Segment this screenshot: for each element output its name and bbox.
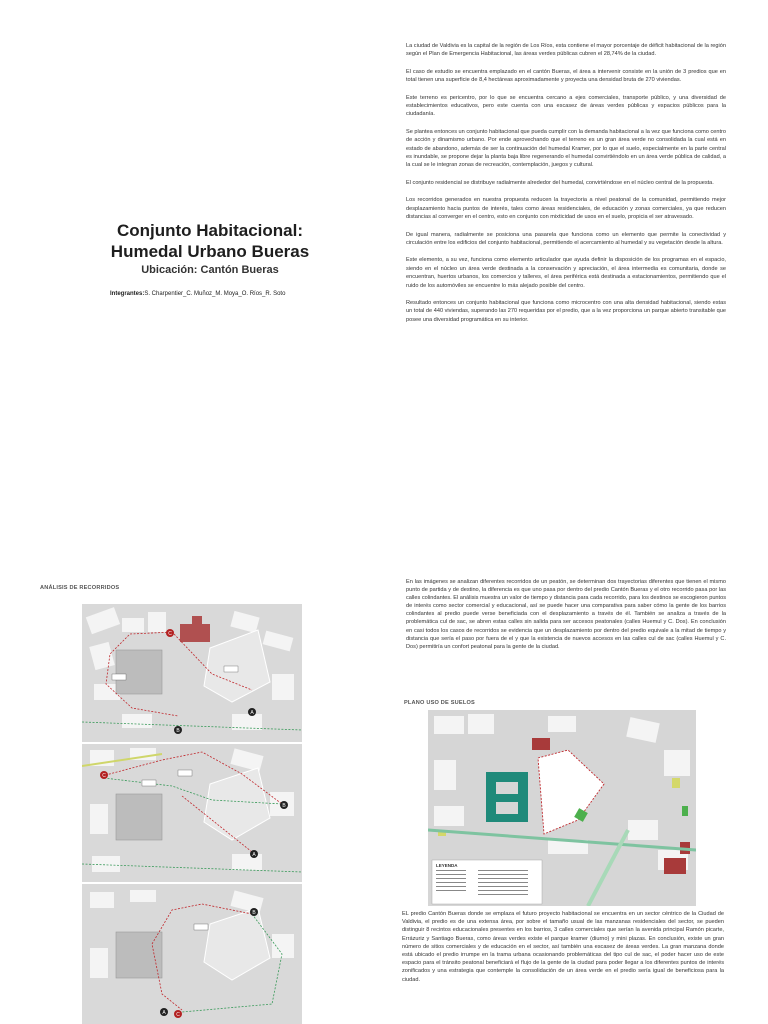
route-map-2 [82, 744, 302, 882]
route-marker-label: A [252, 852, 256, 858]
route-marker-label: C [176, 1012, 180, 1018]
route-map-3 [82, 884, 302, 1024]
land-use-map [428, 710, 696, 906]
intro-paragraph: La ciudad de Valdivia es la capital de la región de Los Ríos, esta contiene el mayor porcentaje de déficit habitacional de la región según el Plan de Emergencia Habitacional, las áreas verdes públicas cubren el 28,74% de la ciudad. [406, 43, 726, 58]
route-marker-label: B [176, 728, 180, 734]
analisis-text: En las imágenes se analizan diferentes recorridos de un peatón, se determinan dos trayectorias diferentes que tienen el mismo punto de partida y de destino, la diferencia es que uno pasa por dentro del predio Cantón Bueras y el otro recorrido pasa por las calles colindantes. El análisis muestra un valor de tiempo y distancia para cada recorrido, para los destinos se escogieron puntos de interés como sector comercial y educacional, así se puede hacer una comparativa para saber cómo la gente de los barrios colindantes al predio puede verse beneficiada con el desplazamiento a través de él. También se analiza a través de la problemática cul de sac, se abren estas calles sin salida para ser accesos peatonales (calles Huemul y C. Dos). En conclusión en casi todos los casos de recorridos se evidencia que un desplazamiento por dentro del predio equivale a la mitad de tiempo y distancia que sería el paso por fuera de el y que la existencia de nuevos accesos en las calles cul de sac (calles Huemul y C. Dos) permitiría un confort peatonal para la gente de la ciudad. [406, 579, 726, 650]
intro-paragraph: Este terreno es pericentro, por lo que se encuentra cercano a ejes comerciales, transporte público, y una diversidad de establecimientos educativos, pero este cuenta con una escasez de áreas verdes públicas y espacios públicos para la ciudadanía. [406, 94, 726, 118]
page-subtitle: Ubicación: Cantón Bueras [141, 264, 279, 276]
intro-paragraph: Resultado entonces un conjunto habitacional que funciona como microcentro con una alta densidad habitacional, siendo estas un total de 440 viviendas, superando las 270 requeridas por el predio, que a la vez proporciona un parque abierto transitable que posee una diversidad programática en su interior. [406, 299, 726, 323]
route-marker-label: A [162, 1010, 166, 1016]
route-marker-label: A [250, 710, 254, 716]
analisis-label: ANÁLISIS DE RECORRIDOS [40, 585, 120, 591]
education-block-icon [486, 772, 528, 822]
intro-paragraph: Los recorridos generados en nuestra propuesta reducen la trayectoria a nivel peatonal de la comunidad, permitiendo mejor desplazamiento hacia puntos de interés, tales como áreas residenciales, de educación y zonas comerciales, ya que reducen distancias al converger en el centro, esto en conjunto con mixticidad de usos en el suelo, propicia el ser atravesado. [406, 197, 726, 221]
intro-paragraph: El caso de estudio se encuentra emplazado en el cantón Bueras, el área a intervenir consiste en la unión de 3 predios que en total tienen una superficie de 8,4 hectáreas aproximadamente y proyecta una densidad bruta de 270 viviendas. [406, 68, 726, 84]
intro-paragraph: De igual manera, radialmente se posiciona una pasarela que funciona como un elemento que permite la conectividad y circulación entre los edificios del conjunto habitacional, permitiendo el acercamiento al humedal y su vegetación desde la altura. [406, 231, 726, 246]
title-block [100, 220, 320, 276]
route-map-1 [82, 604, 302, 742]
route-marker-label: B [252, 910, 256, 916]
page-title-line2: Humedal Urbano Bueras [110, 242, 310, 261]
uso-suelos-text: EL predio Cantón Bueras donde se emplaza el futuro proyecto habitacional se encuentra en un sector céntrico de la Ciudad de Valdivia, el predio es de una extensa área, por sobre el tamaño usual de las manzanas residenciales del sector, se pueden distinguir 8 recintos educacionales presentes en los barrios, 3 calles comerciales que serían la avenida principal Ramón picarte, Errázuriz y Santiago Bueras, como áreas verdes existe el parque kramer (diurno) y mini plazas. En conclusión, existe un gran número de sitios comerciales y de educación en el sector, así también una escasez de áreas verdes. La gran manzana donde está ubicado el predio irrumpe en la trama urbana ocasionando problemáticas del tipo cul de sac, el poder hacer uso de este espacio para el tránsito peatonal beneficiará el flujo de la gente de la ciudad para poder llegar a los diferentes puntos de interés zonificados y una estrategia que contemple la consolidación de un área verde en el predio sería igual de beneficiosa para la ciudad. [402, 911, 724, 983]
integrantes-line [110, 291, 370, 297]
page-title-line1: Conjunto Habitacional: [116, 221, 304, 240]
intro-paragraph: Se plantea entonces un conjunto habitacional que pueda cumplir con la demanda habitacional a la vez que funciona como centro de acción y dinamismo urbano. Por ende aprovechando que el terreno es un gran área verde no consolidada la cual está en estado de abandono, además de ser la continuación del humedal Kramer, por lo que el suelo, especialmente en la parte central es inundable, se propone dejar la planta baja libre regenerando el humedal convirtiéndolo en un área verde pública de calidad, a la cual se le integran zonas de recreación, contemplación, juegos y cultural. [406, 128, 726, 169]
intro-text-column [406, 42, 726, 333]
intro-paragraph: El conjunto residencial se distribuye radialmente alrededor del humedal, convirtiéndose en el núcleo central de la propuesta. [406, 179, 714, 186]
route-marker-label: C [168, 631, 172, 637]
integrantes-label: Integrantes: [110, 291, 145, 297]
route-marker-label: B [282, 803, 286, 809]
legend-title: LEYENDA [436, 863, 458, 868]
intro-paragraph: Este elemento, a su vez, funciona como elemento articulador que ayuda definir la disposición de los programas en el espacio, siendo en el núcleo un área verde destinada a la conservación y apreciación, el área intermedia es comunitaria, donde se encuentran, huertos urbanos, los comercios y talleres, el área periférica está destinada a estacionamientos, permitiendo que el ruido de los automóviles se encuentre lo más alejado posible del centro. [406, 257, 726, 289]
integrantes-names: S. Charpentier_C. Muñoz_M. Moya_O. Ríos_R. Soto [144, 291, 286, 297]
route-marker-label: C [102, 773, 106, 779]
uso-suelos-label: PLANO USO DE SUELOS [404, 700, 475, 706]
